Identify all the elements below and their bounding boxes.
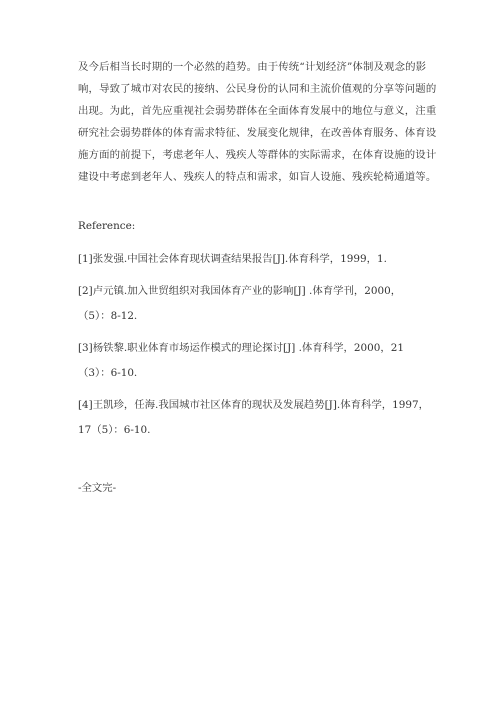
body-line: 建设中考虑到老年人、残疾人的特点和需求，如盲人设施、残疾轮椅通道等。 bbox=[78, 171, 436, 183]
reference-2-continued: （5）：8-12. bbox=[78, 310, 138, 322]
reference-3-continued: （3）：6-10. bbox=[78, 367, 138, 379]
reference-2: [2]卢元镇.加入世贸组织对我国体育产业的影响[J] .体育学刊，2000， bbox=[78, 285, 402, 297]
reference-3: [3]杨铁黎.职业体育市场运作模式的理论探讨[J] .体育科学，2000，21 bbox=[78, 342, 404, 354]
reference-4-continued: 17（5）：6-10. bbox=[78, 424, 151, 436]
body-line: 响，导致了城市对农民的接纳、公民身份的认同和主流价值观的分享等问题的 bbox=[78, 83, 436, 95]
reference-4: [4]王凯珍，任海.我国城市社区体育的现状及发展趋势[J].体育科学，1997， bbox=[78, 399, 429, 411]
body-line: 研究社会弱势群体的体育需求特征、发展变化规律，在改善体育服务、体育设 bbox=[78, 127, 436, 139]
end-of-text-mark: -全文完- bbox=[78, 482, 117, 494]
body-line: 施方面的前提下，考虑老年人、残疾人等群体的实际需求，在体育设施的设计 bbox=[78, 149, 436, 161]
body-paragraph bbox=[78, 56, 436, 188]
reference-1: [1]张发强.中国社会体育现状调查结果报告[J].体育科学，1999，1. bbox=[78, 253, 387, 265]
body-line: 及今后相当长时期的一个必然的趋势。由于传统“计划经济”体制及观念的影 bbox=[78, 61, 427, 73]
body-line: 出现。为此，首先应重视社会弱势群体在全面体育发展中的地位与意义，注重 bbox=[78, 105, 436, 117]
reference-heading: Reference: bbox=[78, 220, 136, 232]
